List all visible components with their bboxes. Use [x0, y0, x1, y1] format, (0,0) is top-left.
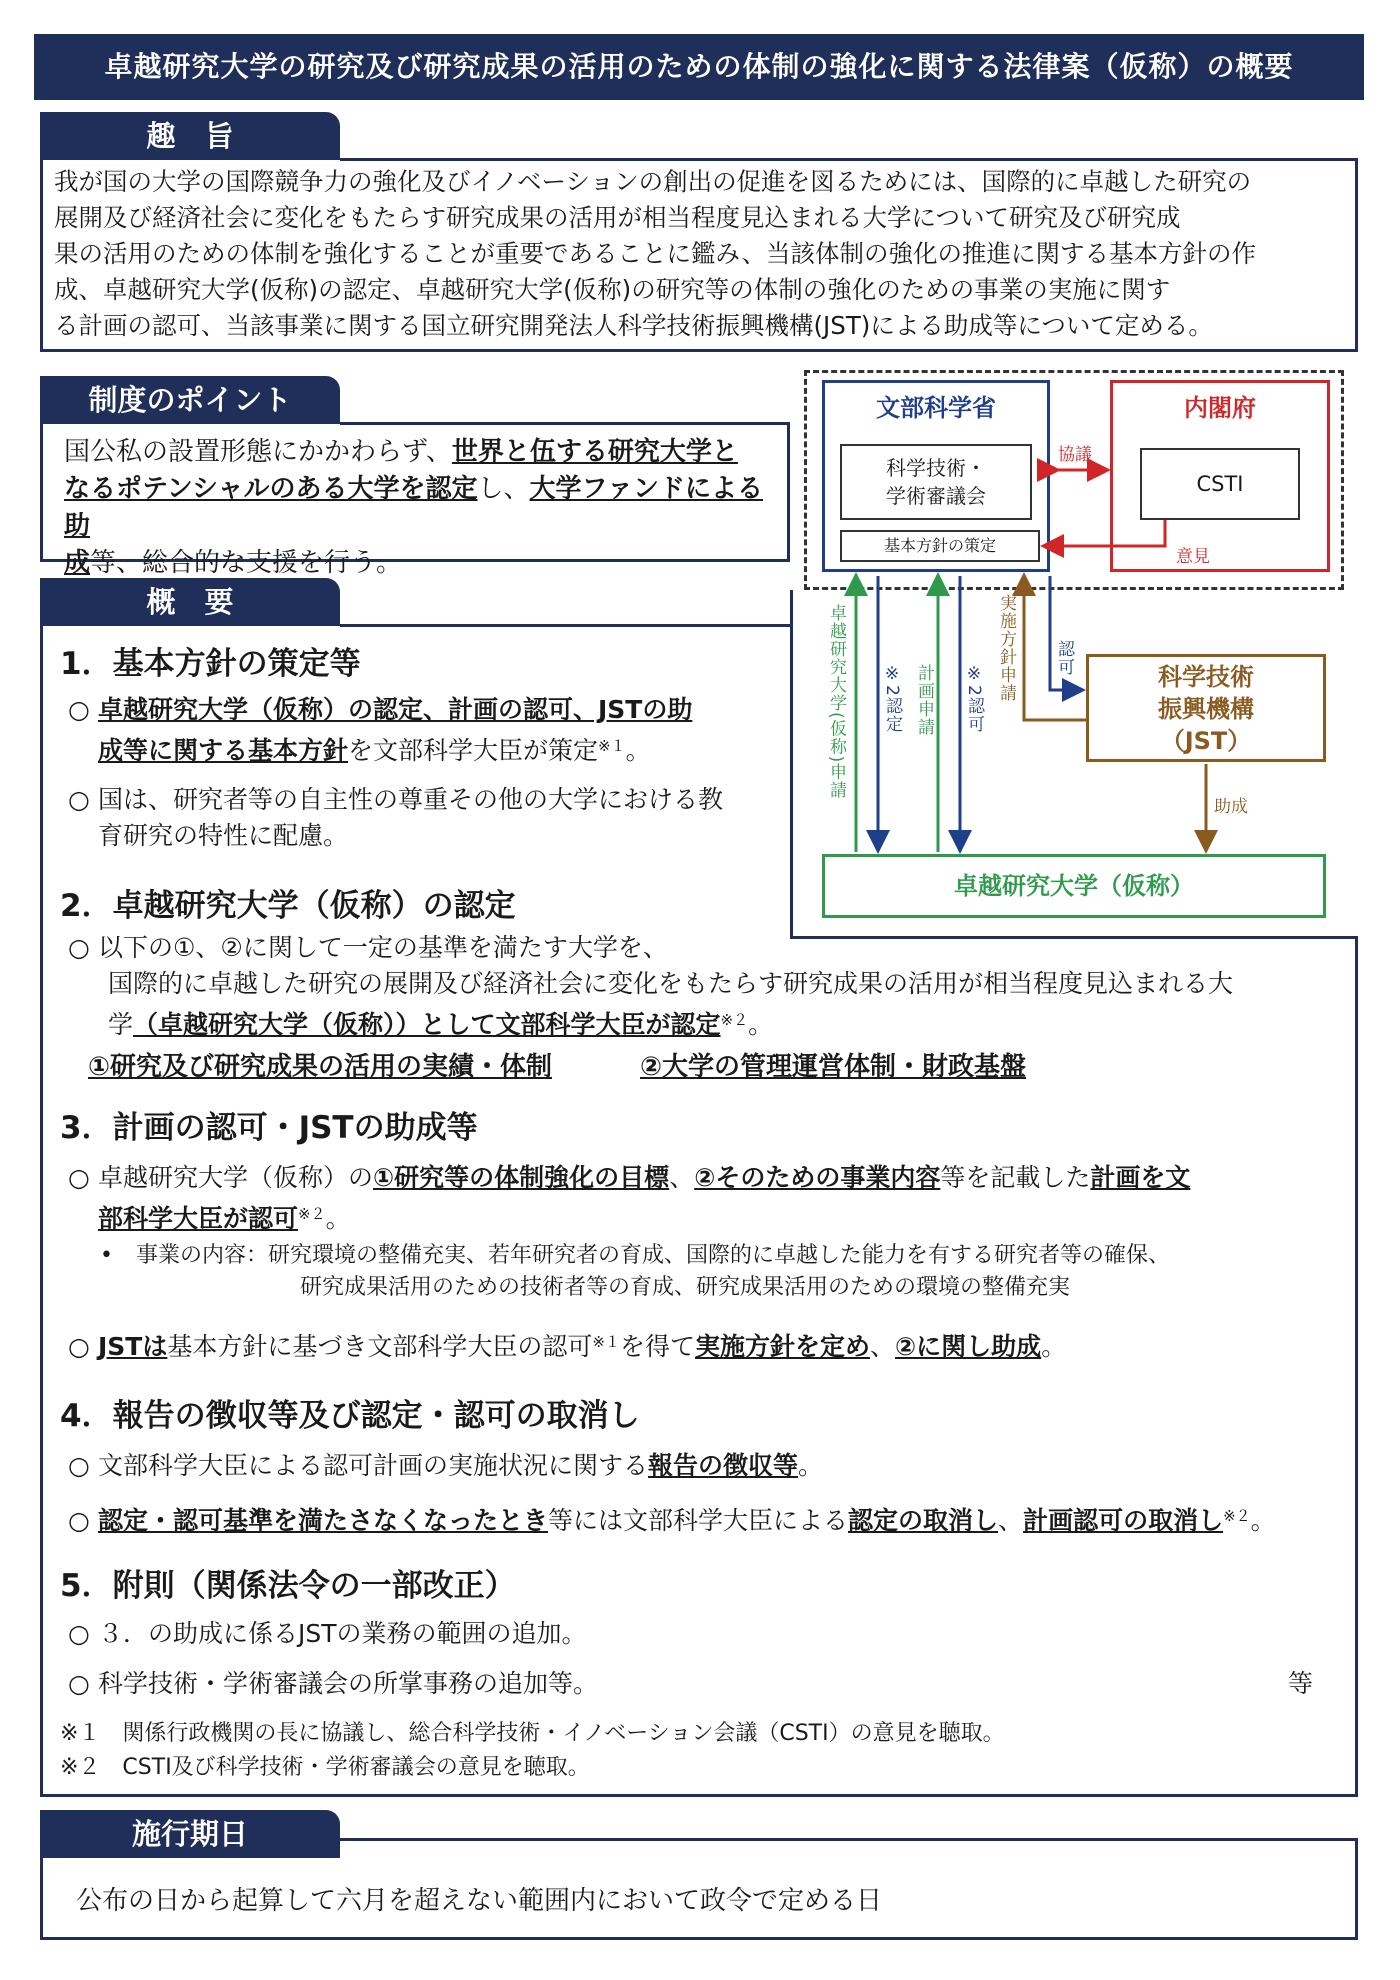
s3-text: 卓越研究大学（仮称）の — [98, 1163, 374, 1192]
footnote-2: ※２ CSTI及び科学技術・学術審議会の意見を聴取。 — [60, 1755, 590, 1780]
apply-univ-label: 卓越研究大学(仮称)申請 — [826, 604, 846, 800]
divider — [40, 1794, 1358, 1797]
point-highlight: なるポテンシャルのある大学を認定 — [64, 474, 478, 504]
section-2-heading: 2．卓越研究大学（仮称）の認定 — [60, 888, 516, 924]
section-tab-shikou: 施行期日 — [40, 1810, 340, 1858]
s1-text: 。 — [625, 736, 651, 765]
s4-highlight: 認定・認可基準を満たさなくなったとき — [98, 1506, 549, 1535]
s5-etc: 等 — [1288, 1669, 1314, 1698]
section-3-heading: 3．計画の認可・JSTの助成等 — [60, 1110, 478, 1146]
cabinet-label: 内閣府 — [1184, 394, 1256, 422]
bullet-circle-icon: ○ — [68, 1332, 90, 1361]
mext-label: 文部科学省 — [876, 394, 996, 422]
bullet-circle-icon: ○ — [68, 1451, 90, 1480]
s2-text: 。 — [748, 1010, 774, 1039]
point-text-part: し、 — [477, 474, 530, 504]
s3-text: 等を記載した — [940, 1163, 1091, 1192]
jst-box: 科学技術 振興機構 （JST） — [1086, 654, 1326, 762]
s5-text: 科学技術・学術審議会の所掌事務の追加等。 — [98, 1669, 599, 1698]
s2-text: 以下の①、②に関して一定の基準を満たす大学を、 — [98, 933, 668, 962]
section-5-heading: 5．附則（関係法令の一部改正） — [60, 1568, 516, 1604]
ninka-label: ※2認可 — [964, 664, 984, 733]
criteria-text: ①研究及び研究成果の活用の実績・体制 — [88, 1052, 553, 1082]
footnote-ref: ※１ — [592, 1333, 620, 1351]
section-1-heading: 1．基本方針の策定等 — [60, 646, 361, 682]
section-4-heading: 4．報告の徴収等及び認定・認可の取消し — [60, 1398, 640, 1434]
s3-detail-text: 研究成果活用のための技術者等の育成、研究成果活用のための環境の整備充実 — [300, 1275, 1071, 1300]
s3-highlight: ②に関し助成 — [895, 1332, 1042, 1361]
divider — [1355, 1838, 1358, 1858]
bullet-circle-icon: ○ — [68, 695, 90, 724]
point-highlight: 成 — [64, 548, 91, 578]
s4-text: 文部科学大臣による認可計画の実施状況に関する — [98, 1451, 649, 1480]
s3-text: 、 — [870, 1332, 896, 1361]
s1-highlight: 卓越研究大学（仮称）の認定、計画の認可、JSTの助 — [98, 695, 693, 724]
s3-text: を得て — [619, 1332, 695, 1361]
s4-text: 。 — [1250, 1506, 1276, 1535]
point-highlight: 大学ファンドによる助 — [64, 474, 764, 541]
footnote-ref: ※１ — [598, 737, 626, 755]
page-title: 卓越研究大学の研究及び研究成果の活用のための体制の強化に関する法律案（仮称）の概要 — [34, 34, 1364, 100]
s1-item-2 — [68, 782, 788, 854]
s1-text: を文部科学大臣が策定 — [348, 736, 599, 765]
s3-text: 基本方針に基づき文部科学大臣の認可 — [167, 1332, 593, 1361]
s3-detail-text: 研究環境の整備充実、若年研究者の育成、国際的に卓越した能力を有する研究者等の確保、 — [268, 1243, 1171, 1268]
s5-item-2 — [68, 1666, 1268, 1702]
s5-text: ３．の助成に係るJSTの業務の範囲の追加。 — [98, 1619, 587, 1648]
jisshi-label: 実施方針申請 — [996, 594, 1016, 702]
bullet-circle-icon: ○ — [68, 1163, 90, 1192]
divider — [340, 1838, 1358, 1841]
footnote-ref: ※２ — [1223, 1507, 1251, 1525]
bullet-circle-icon: ○ — [68, 1669, 90, 1698]
shumi-line: 成、卓越研究大学(仮称)の認定、卓越研究大学(仮称)の研究等の体制の強化のための事業の実施に関す — [54, 275, 1171, 304]
s1-highlight: 成等に関する基本方針 — [98, 736, 349, 765]
s3-highlight: ①研究等の体制強化の目標 — [373, 1163, 670, 1192]
s4-highlight: 報告の徴収等 — [648, 1451, 799, 1480]
shumi-line: 果の活用のための体制を強化することが重要であることに鑑み、当該体制の強化の推進に関する基本方針の作 — [54, 239, 1256, 268]
criteria-1 — [88, 1046, 552, 1083]
s4-item-2 — [68, 1498, 1358, 1539]
divider — [1355, 936, 1358, 1796]
s3-item-2 — [68, 1324, 1358, 1365]
bullet-circle-icon: ○ — [68, 1619, 90, 1648]
shikou-text: 公布の日から起算して六月を超えない範囲内において政令で定める日 — [76, 1886, 883, 1916]
s3-highlight: ②そのための事業内容 — [694, 1163, 941, 1192]
s4-text: 。 — [798, 1451, 824, 1480]
s3-highlight: 実施方針を定め — [694, 1332, 870, 1361]
section-tab-shumi: 趣 旨 — [40, 112, 340, 160]
shumi-line: る計画の認可、当該事業に関する国立研究開発法人科学技術振興機構(JST)による助成等について定める。 — [54, 311, 1213, 340]
s3-text: 。 — [1041, 1332, 1067, 1361]
keikaku-label: 計画申請 — [914, 664, 934, 736]
divider — [790, 590, 793, 938]
s1-text: 国は、研究者等の自主性の尊重その他の大学における教 — [98, 785, 724, 814]
bullet-circle-icon: ○ — [68, 785, 90, 814]
footnote-ref: ※２ — [298, 1205, 326, 1223]
s3-item-1 — [68, 1160, 1358, 1237]
university-box: 卓越研究大学（仮称） — [822, 854, 1326, 918]
footnote-1: ※１ 関係行政機関の長に協議し、総合科学技術・イノベーション会議（CSTI）の意見を聴取。 — [60, 1721, 1005, 1746]
footnote-ref: ※２ — [720, 1011, 749, 1029]
s3-highlight: JSTは — [98, 1332, 168, 1361]
s4-text: 等には文部科学大臣による — [548, 1506, 849, 1535]
nintei-label: ※2認定 — [882, 664, 902, 733]
iken-label: 意見 — [1176, 547, 1210, 567]
shumi-line: 展開及び経済社会に変化をもたらす研究成果の活用が相当程度見込まれる大学について研究及び研究成 — [54, 203, 1181, 232]
josei-label: 助成 — [1214, 797, 1248, 817]
csti-box: CSTI — [1140, 448, 1300, 520]
s2-text: 国際的に卓越した研究の展開及び経済社会に変化をもたらす研究成果の活用が相当程度見込まれる大 — [108, 969, 1234, 998]
point-text-part: 国公私の設置形態にかかわらず、 — [64, 437, 452, 467]
divider — [340, 624, 790, 627]
s4-item-1 — [68, 1448, 1358, 1484]
s3-detail — [100, 1240, 1350, 1304]
point-highlight: 世界と伍する研究大学と — [451, 437, 738, 467]
section-tab-gaiyo: 概 要 — [40, 578, 340, 626]
s4-highlight: 計画認可の取消し — [1023, 1506, 1224, 1535]
bullet-circle-icon: ○ — [68, 1506, 90, 1535]
point-text-part: 等、総合的な支援を行う。 — [90, 548, 403, 578]
council-box: 科学技術・ 学術審議会 — [840, 444, 1032, 520]
s4-highlight: 認定の取消し — [848, 1506, 999, 1535]
section-tab-point: 制度のポイント — [40, 376, 340, 424]
s2-item — [68, 930, 1348, 1043]
s2-text: 学 — [108, 1010, 134, 1039]
shumi-line: 我が国の大学の国際競争力の強化及びイノベーションの創出の促進を図るためには、国際的に卓越した研究の — [54, 167, 1252, 196]
s3-text: 、 — [669, 1163, 695, 1192]
s3-detail-label: 事業の内容： — [136, 1243, 269, 1268]
criteria-text: ②大学の管理運営体制・財政基盤 — [640, 1052, 1027, 1082]
s5-item-1 — [68, 1616, 1268, 1652]
policy-box: 基本方針の策定 — [840, 530, 1040, 562]
ninka2-label: 認可 — [1054, 640, 1074, 676]
s2-highlight: （卓越研究大学（仮称））として文部科学大臣が認定 — [133, 1010, 721, 1039]
divider — [40, 624, 43, 1796]
iken-arrow — [1046, 520, 1165, 546]
s3-highlight: 部科学大臣が認可 — [98, 1204, 299, 1233]
bullet-dot-icon: • — [100, 1243, 113, 1268]
s4-text: 、 — [998, 1506, 1024, 1535]
s1-item-1 — [68, 692, 788, 769]
bullet-circle-icon: ○ — [68, 933, 90, 962]
criteria-2 — [640, 1046, 1026, 1083]
s1-text: 育研究の特性に配慮。 — [98, 821, 349, 850]
s3-highlight: 計画を文 — [1090, 1163, 1191, 1192]
kyogi-label: 協議 — [1058, 445, 1092, 465]
s3-text: 。 — [325, 1204, 351, 1233]
